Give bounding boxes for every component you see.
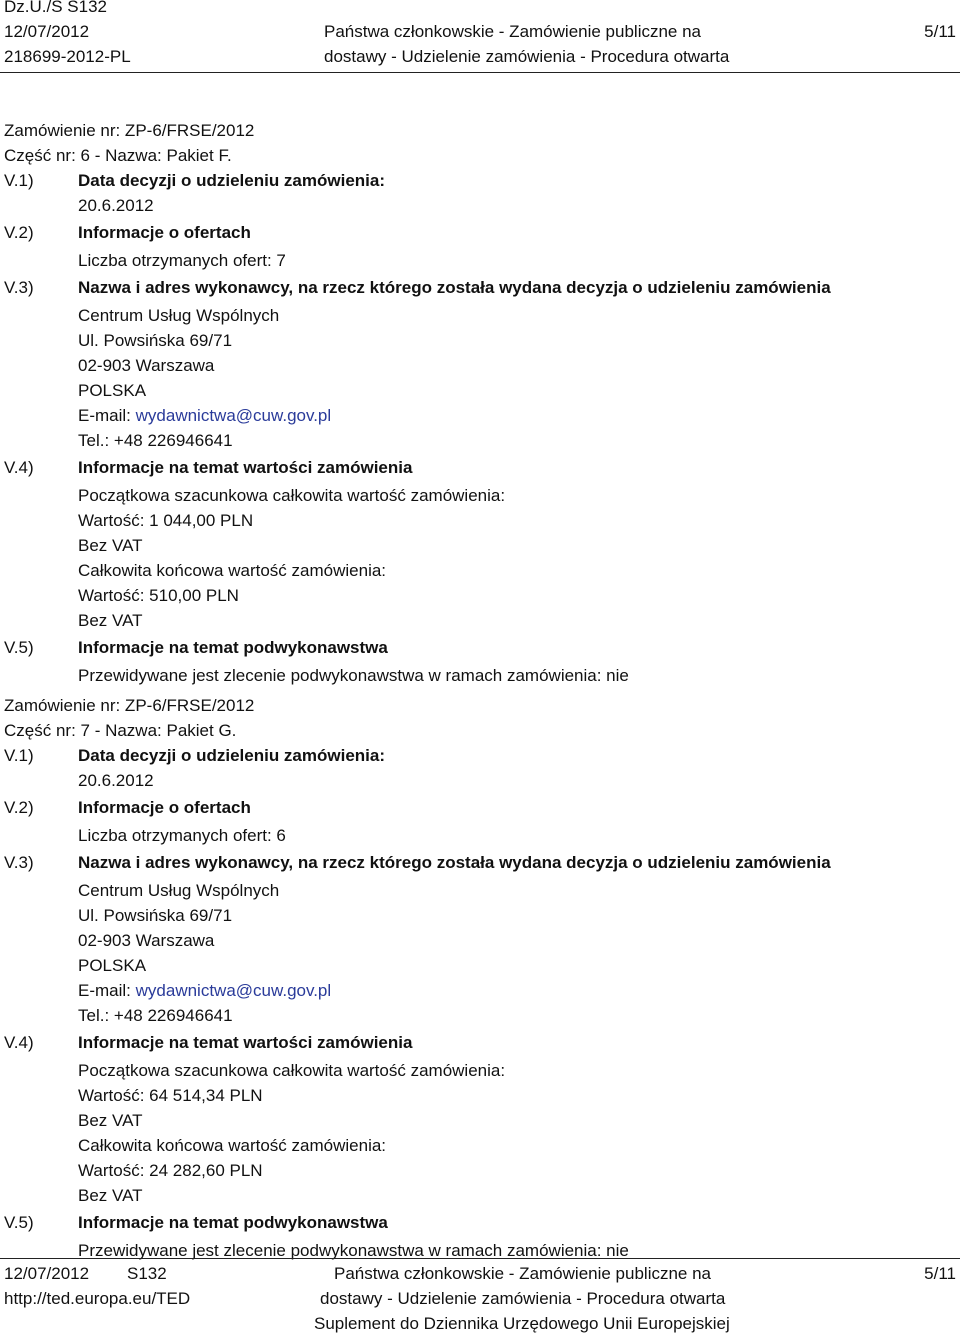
email-link[interactable]: wydawnictwa@cuw.gov.pl xyxy=(135,981,332,1000)
contractor-email xyxy=(78,978,331,1003)
subcontracting-text: Przewidywane jest zlecenie podwykonawstwa w ramach zamówienia: nie xyxy=(78,1241,629,1260)
section-number: V.2) xyxy=(4,798,34,817)
footer-date: 12/07/2012 xyxy=(4,1264,90,1283)
order-number: Zamówienie nr: ZP-6/FRSE/2012 xyxy=(4,121,255,140)
footer-supplement: Suplement do Dziennika Urzędowego Unii Europejskiej xyxy=(314,1314,730,1333)
final-vat: Bez VAT xyxy=(78,611,143,630)
footer-issue: S132 xyxy=(127,1264,167,1283)
section-title: Nazwa i adres wykonawcy, na rzecz którego została wydana decyzja o udzieleniu zamówienia xyxy=(78,853,831,872)
initial-value: Wartość: 64 514,34 PLN xyxy=(78,1086,263,1105)
initial-vat: Bez VAT xyxy=(78,1111,143,1130)
contractor-name: Centrum Usług Wspólnych xyxy=(78,881,280,900)
contractor-email xyxy=(78,403,331,428)
journal-ref: Dz.U./S S132 xyxy=(4,0,107,16)
contractor-country: POLSKA xyxy=(78,956,147,975)
email-label: E-mail: xyxy=(78,406,131,425)
header-title-line2: dostawy - Udzielenie zamówienia - Procedura otwarta xyxy=(324,47,730,66)
initial-value-label: Początkowa szacunkowa całkowita wartość zamówienia: xyxy=(78,486,506,505)
email-label: E-mail: xyxy=(78,981,131,1000)
header-rule xyxy=(0,72,960,73)
email-link[interactable]: wydawnictwa@cuw.gov.pl xyxy=(135,406,332,425)
section-title: Informacje o ofertach xyxy=(78,223,251,242)
section-number: V.4) xyxy=(4,458,34,477)
contractor-street: Ul. Powsińska 69/71 xyxy=(78,331,233,350)
section-number: V.4) xyxy=(4,1033,34,1052)
section-title: Nazwa i adres wykonawcy, na rzecz którego została wydana decyzja o udzieleniu zamówienia xyxy=(78,278,831,297)
contractor-city: 02-903 Warszawa xyxy=(78,931,215,950)
section-title: Informacje o ofertach xyxy=(78,798,251,817)
final-value-label: Całkowita końcowa wartość zamówienia: xyxy=(78,1136,387,1155)
final-vat: Bez VAT xyxy=(78,1186,143,1205)
contractor-city: 02-903 Warszawa xyxy=(78,356,215,375)
initial-vat: Bez VAT xyxy=(78,536,143,555)
contractor-name: Centrum Usług Wspólnych xyxy=(78,306,280,325)
order-number: Zamówienie nr: ZP-6/FRSE/2012 xyxy=(4,696,255,715)
contract-part-6 xyxy=(0,118,960,688)
section-title: Informacje na temat wartości zamówienia xyxy=(78,458,413,477)
section-title: Informacje na temat podwykonawstwa xyxy=(78,1213,388,1232)
footer-rule xyxy=(0,1258,960,1259)
section-title: Data decyzji o udzieleniu zamówienia: xyxy=(78,171,386,190)
final-value: Wartość: 24 282,60 PLN xyxy=(78,1161,263,1180)
section-number: V.2) xyxy=(4,223,34,242)
offers-count: Liczba otrzymanych ofert: 6 xyxy=(78,826,286,845)
initial-value-label: Początkowa szacunkowa całkowita wartość zamówienia: xyxy=(78,1061,506,1080)
contract-part-7 xyxy=(0,693,960,1263)
part-name: Część nr: 7 - Nazwa: Pakiet G. xyxy=(4,721,237,740)
subcontracting-text: Przewidywane jest zlecenie podwykonawstwa w ramach zamówienia: nie xyxy=(78,666,629,685)
section-number: V.3) xyxy=(4,278,34,297)
header-page-number: 5/11 xyxy=(924,22,956,41)
header-title-line1: Państwa członkowskie - Zamówienie publiczne na xyxy=(324,22,702,41)
initial-value: Wartość: 1 044,00 PLN xyxy=(78,511,254,530)
section-number: V.1) xyxy=(4,171,34,190)
section-title: Informacje na temat wartości zamówienia xyxy=(78,1033,413,1052)
contractor-phone: Tel.: +48 226946641 xyxy=(78,431,233,450)
section-title: Data decyzji o udzieleniu zamówienia: xyxy=(78,746,386,765)
final-value-label: Całkowita końcowa wartość zamówienia: xyxy=(78,561,387,580)
contractor-phone: Tel.: +48 226946641 xyxy=(78,1006,233,1025)
decision-date: 20.6.2012 xyxy=(78,771,154,790)
footer-page-number: 5/11 xyxy=(924,1264,956,1283)
footer-title-line1: Państwa członkowskie - Zamówienie publiczne na xyxy=(334,1264,712,1283)
section-number: V.3) xyxy=(4,853,34,872)
header-date: 12/07/2012 xyxy=(4,22,90,41)
document-body xyxy=(0,118,960,1263)
section-number: V.5) xyxy=(4,638,34,657)
section-title: Informacje na temat podwykonawstwa xyxy=(78,638,388,657)
contractor-street: Ul. Powsińska 69/71 xyxy=(78,906,233,925)
section-number: V.5) xyxy=(4,1213,34,1232)
contractor-country: POLSKA xyxy=(78,381,147,400)
footer-title-line2: dostawy - Udzielenie zamówienia - Procedura otwarta xyxy=(320,1289,726,1308)
notice-id: 218699-2012-PL xyxy=(4,47,131,66)
final-value: Wartość: 510,00 PLN xyxy=(78,586,239,605)
section-number: V.1) xyxy=(4,746,34,765)
part-name: Część nr: 6 - Nazwa: Pakiet F. xyxy=(4,146,232,165)
offers-count: Liczba otrzymanych ofert: 7 xyxy=(78,251,286,270)
decision-date: 20.6.2012 xyxy=(78,196,154,215)
footer-url[interactable]: http://ted.europa.eu/TED xyxy=(4,1289,191,1308)
